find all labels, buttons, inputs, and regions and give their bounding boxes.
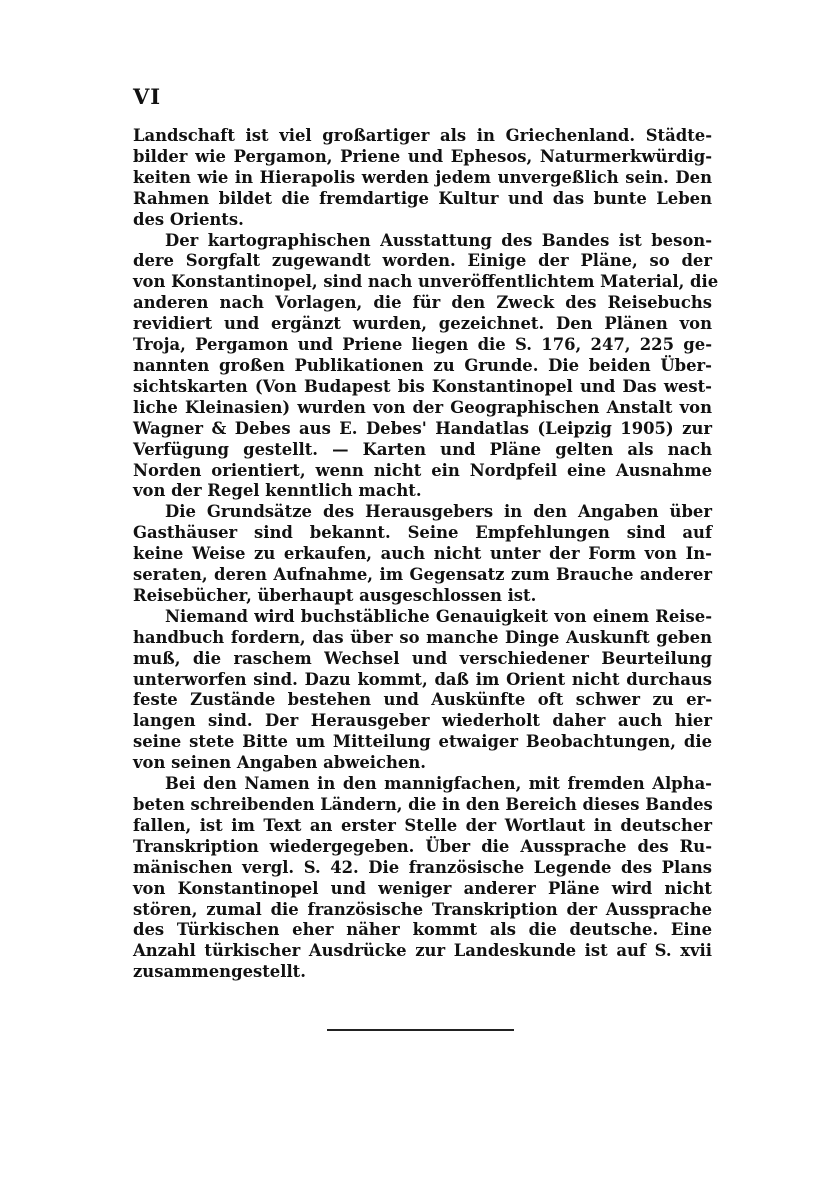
- text-line: zusammengestellt.: [133, 962, 306, 982]
- section-divider: [327, 1029, 514, 1031]
- text-line: Reisebücher, überhaupt ausgeschlossen ist.: [133, 585, 537, 605]
- text-line: Bei den Namen in den mannigfachen, mit fremden Alpha-: [165, 774, 712, 794]
- text-line: keine Weise zu erkaufen, auch nicht unter der Form von In-: [133, 544, 712, 564]
- text-line: Landschaft ist viel großartiger als in Griechenland. Städte-: [133, 126, 712, 145]
- page-number: VI: [133, 84, 162, 109]
- text-line: des Türkischen eher näher kommt als die deutsche. Eine: [133, 920, 712, 940]
- text-line: anderen nach Vorlagen, die für den Zweck des Reisebuchs: [133, 293, 712, 313]
- text-line: Wagner & Debes aus E. Debes' Handatlas (Leipzig 1905) zur: [133, 418, 712, 438]
- body-text: [133, 126, 719, 983]
- text-line: muß, die raschem Wechsel und verschiedener Beurteilung: [133, 648, 712, 668]
- text-line: Die Grundsätze des Herausgebers in den Angaben über: [165, 502, 712, 522]
- text-line: bilder wie Pergamon, Priene und Ephesos, Naturmerkwürdig-: [133, 146, 712, 166]
- text-line: seraten, deren Aufnahme, im Gegensatz zum Brauche anderer: [133, 565, 712, 585]
- text-line: Transkription wiedergegeben. Über die Aussprache des Ru-: [133, 836, 712, 856]
- text-line: keiten wie in Hierapolis werden jedem unvergeßlich sein. Den: [133, 167, 712, 187]
- text-line: von Konstantinopel und weniger anderer Pläne wird nicht: [133, 878, 712, 898]
- text-line: Norden orientiert, wenn nicht ein Nordpfeil eine Ausnahme: [133, 460, 712, 480]
- text-line: Gasthäuser sind bekannt. Seine Empfehlungen sind auf: [133, 523, 712, 543]
- text-line: fallen, ist im Text an erster Stelle der Wortlaut in deutscher: [133, 815, 712, 835]
- text-line: des Orients.: [133, 209, 244, 229]
- text-line: beten schreibenden Ländern, die in den Bereich dieses Bandes: [133, 795, 713, 814]
- text-line: stören, zumal die französische Transkription der Aussprache: [133, 899, 712, 919]
- text-line: von Konstantinopel, sind nach unveröffentlichtem Material, die: [133, 272, 719, 292]
- text-line: revidiert und ergänzt wurden, gezeichnet. Den Plänen von: [133, 314, 712, 334]
- text-line: unterworfen sind. Dazu kommt, daß im Orient nicht durchaus: [133, 669, 712, 689]
- text-line: sichtskarten (Von Budapest bis Konstantinopel und Das west-: [133, 376, 712, 396]
- text-line: mänischen vergl. S. 42. Die französische Legende des Plans: [133, 857, 712, 877]
- text-line: nannten großen Publikationen zu Grunde. Die beiden Über-: [133, 355, 712, 375]
- text-line: seine stete Bitte um Mitteilung etwaiger Beobachtungen, die: [133, 732, 712, 752]
- text-line: Anzahl türkischer Ausdrücke zur Landeskunde ist auf S. xvii: [133, 941, 712, 961]
- text-line: von der Regel kenntlich macht.: [133, 481, 422, 501]
- text-line: Niemand wird buchstäbliche Genauigkeit von einem Reise-: [165, 606, 712, 626]
- text-line: Rahmen bildet die fremdartige Kultur und das bunte Leben: [133, 188, 712, 208]
- text-line: Verfügung gestellt. — Karten und Pläne gelten als nach: [133, 439, 712, 459]
- text-line: dere Sorgfalt zugewandt worden. Einige der Pläne, so der: [133, 251, 712, 271]
- text-line: liche Kleinasien) wurden von der Geographischen Anstalt von: [133, 397, 712, 417]
- text-line: handbuch fordern, das über so manche Dinge Auskunft geben: [133, 627, 712, 647]
- text-line: von seinen Angaben abweichen.: [133, 753, 426, 773]
- text-line: Troja, Pergamon und Priene liegen die S. 176, 247, 225 ge-: [133, 335, 712, 355]
- text-line: feste Zustände bestehen und Auskünfte oft schwer zu er-: [133, 690, 712, 710]
- text-line: langen sind. Der Herausgeber wiederholt daher auch hier: [133, 711, 712, 731]
- text-line: Der kartographischen Ausstattung des Bandes ist beson-: [165, 230, 712, 250]
